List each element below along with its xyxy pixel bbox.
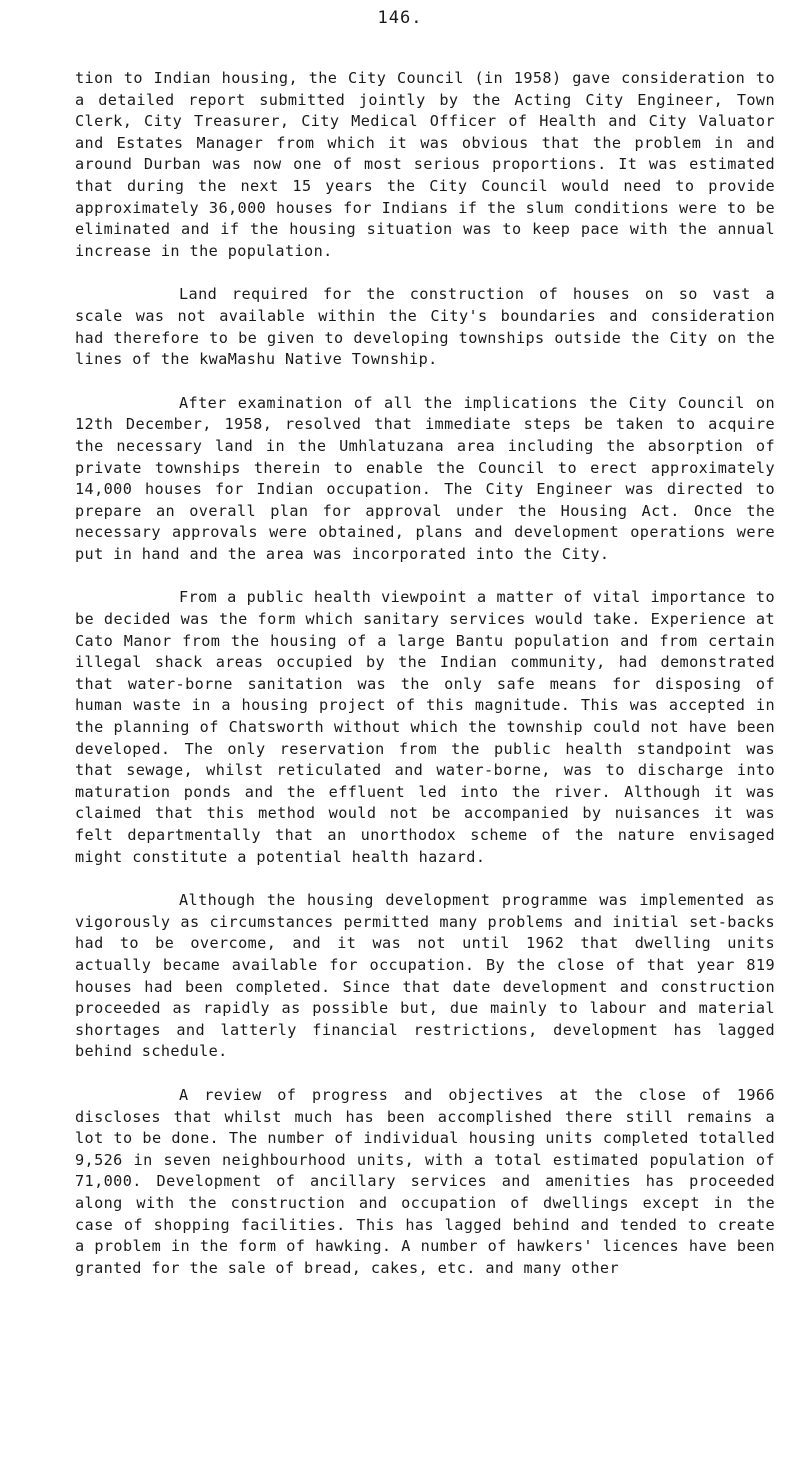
paragraph: Land required for the construction of houses on so vast a scale was not available within the City's boundaries and consideration had therefore to be given to developing townships outside the City on the lines of the kwaMashu Native Township. (75, 285, 775, 369)
body-text (75, 68, 775, 1301)
paragraph: From a public health viewpoint a matter of vital importance to be decided was the form which sanitary services would take. Experience at Cato Manor from the housing of a large Bantu population and from certain illegal shack areas occupied by the Indian community, had demonstrated that water-borne sanitation was the only safe means for disposing of human waste in a housing project of this magnitude. This was accepted in the planning of Chatsworth without which the township could not have been developed. The only reservation from the public health standpoint was that sewage, whilst reticulated and water-borne, was to discharge into maturation ponds and the effluent led into the river. Although it was claimed that this method would not be accompanied by nuisances it was felt departmentally that an unorthodox scheme of the nature envisaged might constitute a potential health hazard. (75, 588, 775, 866)
page-number: 146. (377, 8, 423, 28)
paragraph: tion to Indian housing, the City Council (in 1958) gave consideration to a detailed report submitted jointly by the Acting City Engineer, Town Clerk, City Treasurer, City Medical Officer of Health and City Valuator and Estates Manager from which it was obvious that the problem in and around Durban was now one of most serious proportions. It was estimated that during the next 15 years the City Council would need to provide approximately 36,000 houses for Indians if the slum conditions were to be eliminated and if the housing situation was to keep pace with the annual increase in the population. (75, 69, 775, 260)
paragraph: Although the housing development programme was implemented as vigorously as circumstances permitted many problems and initial set-backs had to be overcome, and it was not until 1962 that dwelling units actually became available for occupation. By the close of that year 819 houses had been completed. Since that date development and construction proceeded as rapidly as possible but, due mainly to labour and material shortages and latterly financial restrictions, development has lagged behind schedule. (75, 891, 775, 1061)
paragraph: A review of progress and objectives at the close of 1966 discloses that whilst much has been accomplished there still remains a lot to be done. The number of individual housing units completed totalled 9,526 in seven neighbourhood units, with a total estimated population of 71,000. Development of ancillary services and amenities has proceeded along with the construction and occupation of dwellings except in the case of shopping facilities. This has lagged behind and tended to create a problem in the form of hawking. A number of hawkers' licences have been granted for the sale of bread, cakes, etc. and many other (75, 1085, 775, 1277)
paragraph: After examination of all the implications the City Council on 12th December, 1958, resolved that immediate steps be taken to acquire the necessary land in the Umhlatuzana area including the absorption of private townships therein to enable the Council to erect approximately 14,000 houses for Indian occupation. The City Engineer was directed to prepare an overall plan for approval under the Housing Act. Once the necessary approvals were obtained, plans and development operations were put in hand and the area was incorporated into the City. (75, 393, 775, 563)
